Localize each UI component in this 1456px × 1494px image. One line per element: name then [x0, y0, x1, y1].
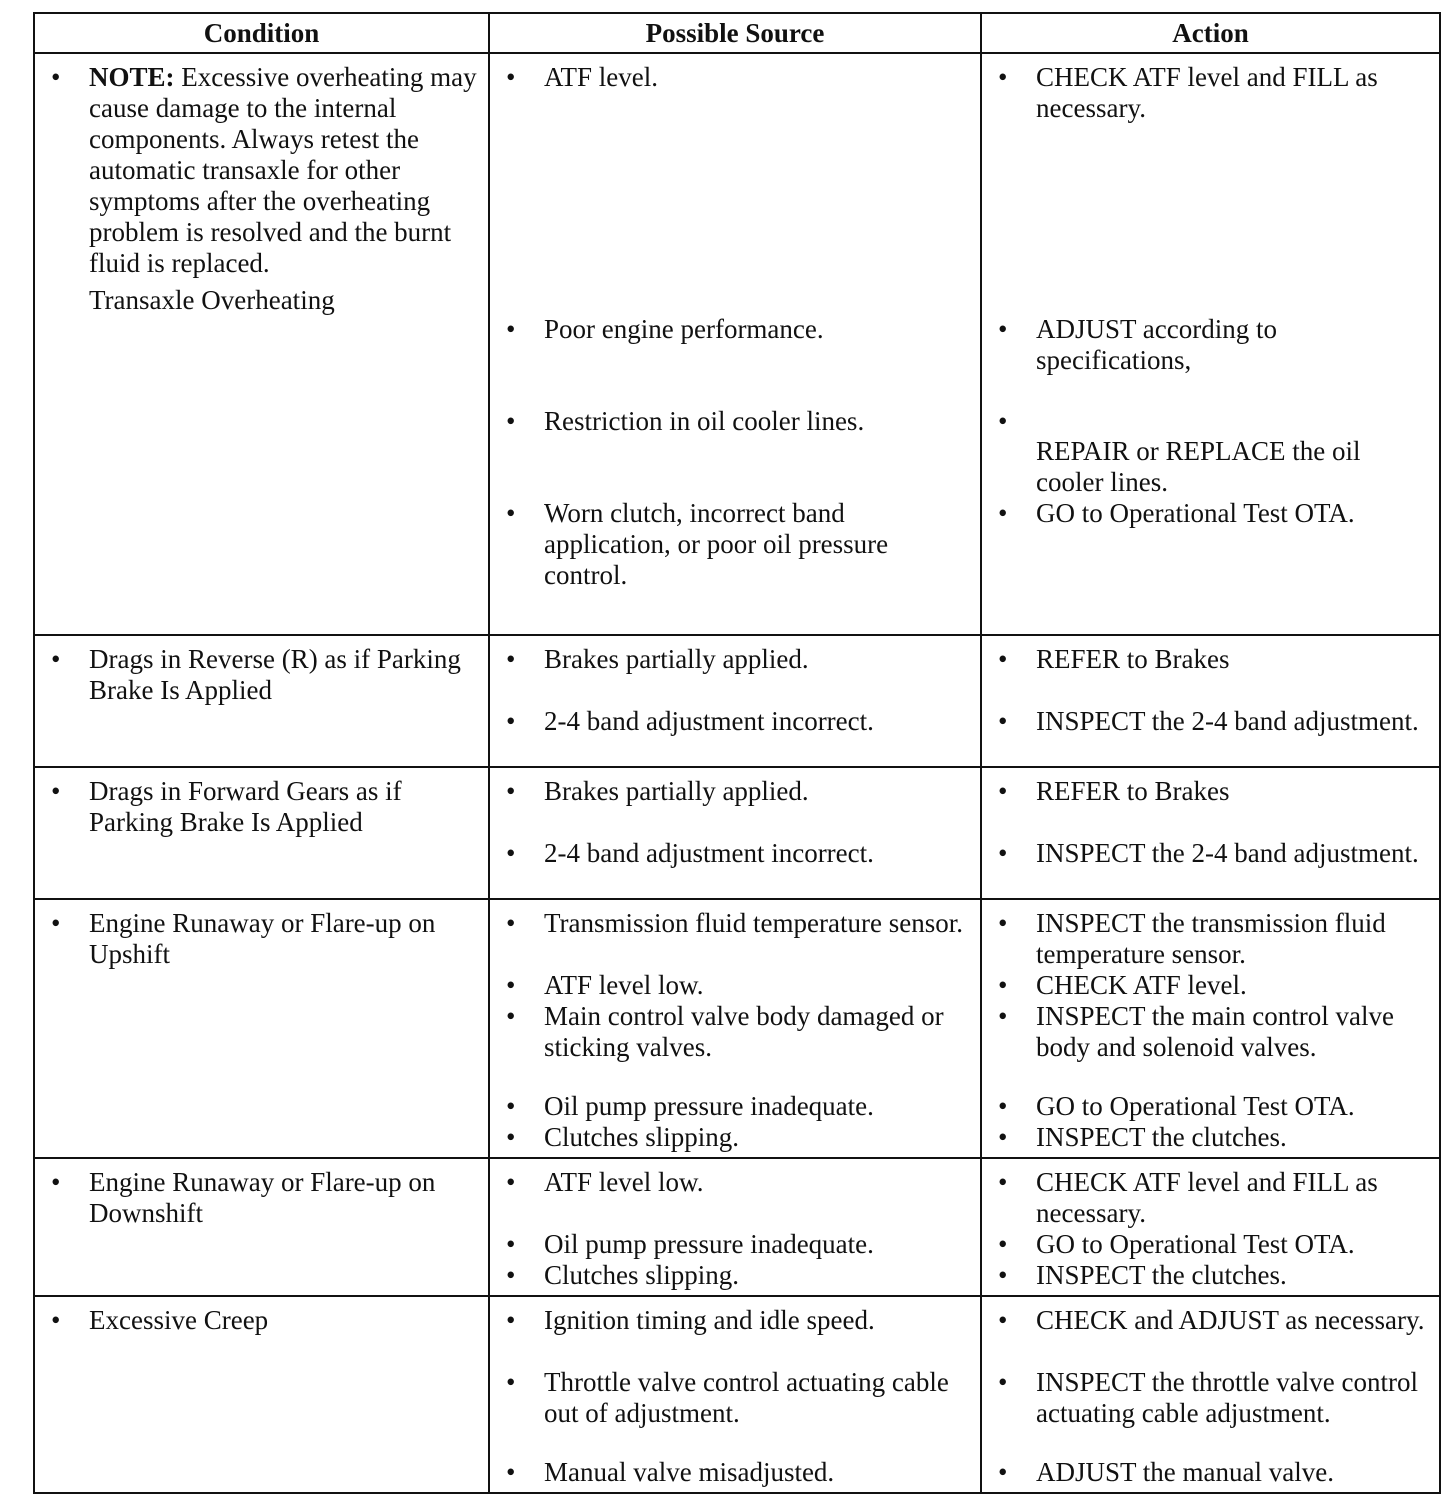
source-item: • Manual valve misadjusted.	[506, 1457, 835, 1487]
source-item: • Main control valve body damaged or sticking valves.	[506, 1001, 944, 1062]
table-header-row	[34, 13, 1440, 53]
table-row	[34, 53, 1440, 635]
source-item: • ATF level.	[506, 62, 658, 92]
condition-title: Transaxle Overheating	[89, 285, 335, 315]
source-cell	[489, 1296, 981, 1493]
action-item: • GO to Operational Test OTA.	[998, 1091, 1355, 1121]
action-item: • INSPECT the clutches.	[998, 1260, 1287, 1290]
action-item: • INSPECT the 2-4 band adjustment.	[998, 838, 1419, 868]
condition-cell	[34, 767, 489, 899]
source-item: • ATF level low.	[506, 970, 704, 1000]
action-cell	[981, 53, 1440, 635]
action-item: • GO to Operational Test OTA.	[998, 498, 1355, 528]
source-item: • Brakes partially applied.	[506, 776, 809, 806]
action-cell	[981, 1296, 1440, 1493]
source-item: • Restriction in oil cooler lines.	[506, 406, 865, 436]
diagnosis-table-page	[33, 12, 1439, 1487]
source-cell	[489, 767, 981, 899]
source-item: • Throttle valve control actuating cable out of adjustment.	[506, 1367, 949, 1428]
action-item: • GO to Operational Test OTA.	[998, 1229, 1355, 1259]
action-item: • CHECK ATF level.	[998, 970, 1247, 1000]
source-cell	[489, 1158, 981, 1296]
header-condition: Condition	[34, 13, 489, 53]
action-cell	[981, 899, 1440, 1158]
condition-cell	[34, 1158, 489, 1296]
condition-item	[45, 62, 480, 279]
table-row	[34, 1158, 1440, 1296]
action-item: • INSPECT the clutches.	[998, 1122, 1287, 1152]
action-cell	[981, 635, 1440, 767]
source-cell	[489, 635, 981, 767]
source-item: • Clutches slipping.	[506, 1260, 739, 1290]
action-item: • ADJUST according to specifications,	[998, 314, 1277, 375]
source-item: • Transmission fluid temperature sensor.	[506, 908, 963, 938]
action-item: • REFER to Brakes	[998, 776, 1230, 806]
condition-cell	[34, 53, 489, 635]
header-possible-source: Possible Source	[489, 13, 981, 53]
bullet: •	[51, 62, 61, 92]
source-item: • Brakes partially applied.	[506, 644, 809, 674]
table-row	[34, 767, 1440, 899]
condition-item: • Excessive Creep	[51, 1305, 269, 1335]
table-row	[34, 635, 1440, 767]
source-item: • 2-4 band adjustment incorrect.	[506, 706, 874, 736]
diagnosis-table	[33, 12, 1441, 1494]
source-item: • Poor engine performance.	[506, 314, 824, 344]
action-item: • INSPECT the main control valve body and solenoid valves.	[998, 1001, 1394, 1062]
source-item: • Clutches slipping.	[506, 1122, 739, 1152]
condition-item: • Engine Runaway or Flare-up on Downshift	[51, 1167, 436, 1228]
action-item: • CHECK ATF level and FILL as necessary.	[998, 62, 1378, 123]
action-item: REPAIR or REPLACE the oil cooler lines.	[1036, 436, 1361, 497]
action-cell	[981, 767, 1440, 899]
action-item: • CHECK ATF level and FILL as necessary.	[998, 1167, 1378, 1228]
source-item: • Worn clutch, incorrect band application, or poor oil pressure control.	[506, 498, 889, 590]
action-cell	[981, 1158, 1440, 1296]
action-item: • ADJUST the manual valve.	[998, 1457, 1334, 1487]
action-item: • REFER to Brakes	[998, 644, 1230, 674]
source-item: • ATF level low.	[506, 1167, 704, 1197]
condition-item: • Engine Runaway or Flare-up on Upshift	[51, 908, 436, 969]
action-item: • CHECK and ADJUST as necessary.	[998, 1305, 1425, 1335]
source-item: • Oil pump pressure inadequate.	[506, 1091, 874, 1121]
action-item: • INSPECT the throttle valve control actuating cable adjustment.	[998, 1367, 1418, 1428]
source-item: • Oil pump pressure inadequate.	[506, 1229, 874, 1259]
action-item: • INSPECT the 2-4 band adjustment.	[998, 706, 1419, 736]
condition-cell	[34, 899, 489, 1158]
condition-cell	[34, 635, 489, 767]
table-row	[34, 899, 1440, 1158]
source-cell	[489, 53, 981, 635]
source-cell	[489, 899, 981, 1158]
source-item: • 2-4 band adjustment incorrect.	[506, 838, 874, 868]
note-text: Excessive overheating may cause damage to the internal components. Always retest the automatic transaxle for other symptoms after the overheating problem is resolved and the burnt fluid is replaced.	[89, 62, 477, 278]
table-row	[34, 1296, 1440, 1493]
action-item: •	[998, 406, 1008, 436]
condition-item: • Drags in Forward Gears as if Parking Brake Is Applied	[51, 776, 402, 837]
source-item: • Ignition timing and idle speed.	[506, 1305, 875, 1335]
condition-cell	[34, 1296, 489, 1493]
condition-item: • Drags in Reverse (R) as if Parking Brake Is Applied	[51, 644, 461, 705]
action-item: • INSPECT the transmission fluid temperature sensor.	[998, 908, 1386, 969]
header-action: Action	[981, 13, 1440, 53]
note-label: NOTE:	[89, 62, 175, 92]
